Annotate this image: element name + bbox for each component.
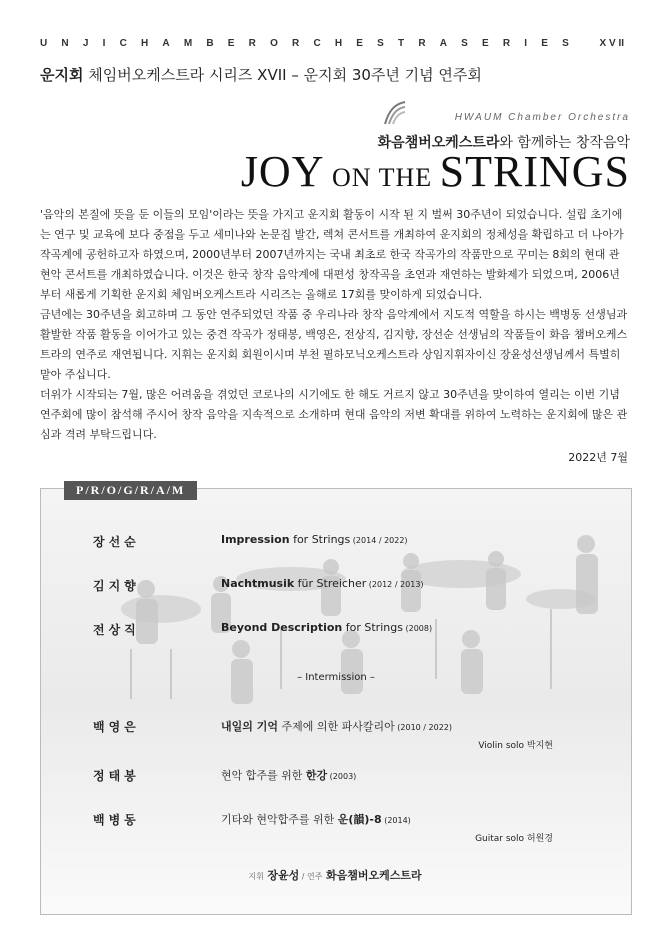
program-box	[40, 488, 632, 915]
paragraph: 더위가 시작되는 7월, 많은 어려움을 겪었던 코로나의 시기에도 한 해도 거르지 않고 30주년을 맞이하여 열리는 이번 기념 연주회에 많이 참석해 주시어 창작 음악을 지속적으로 소개하며 현대 음악의 저변 확대를 위하여 노력하는 운지회에 많은 관심과 격려 부탁드립니다.	[40, 388, 628, 441]
headline-text: 체임버오케스트라 시리즈 XVII – 운지회 30주년 기념 연주회	[83, 66, 482, 84]
series-letter: H	[140, 38, 150, 49]
composer-name: 백병동	[93, 813, 140, 827]
headline	[40, 64, 482, 85]
work-title	[221, 718, 452, 734]
series-letter: E	[482, 38, 490, 49]
work-title-main: Nachtmusik	[221, 577, 295, 590]
conductor-label: 지휘	[248, 872, 264, 881]
work-title	[221, 577, 424, 590]
work-title-prefix: 현악 합주를 위한	[221, 769, 306, 782]
series-letter: R	[292, 38, 301, 49]
composer-name: 장선순	[93, 535, 140, 549]
series-letter: E	[541, 38, 549, 49]
work-title	[221, 621, 432, 634]
work-title-main: 한강	[305, 769, 328, 782]
work-title-main: 내일의 기억	[221, 720, 278, 733]
headline-org: 운지회	[40, 66, 84, 84]
work-title-main: Beyond Description	[221, 621, 343, 634]
series-letter: B	[206, 38, 215, 49]
work-title-rest: für Streicher	[294, 577, 367, 590]
conductor-name: 장윤성	[267, 869, 300, 882]
subtitle-text: 와 함께하는 창작음악	[499, 135, 630, 151]
work-title-main: Impression	[221, 533, 290, 546]
work-title-prefix: 기타와 현악합주를 위한	[221, 813, 338, 826]
work-title-main: 운(韻)-8	[337, 813, 382, 826]
work-year: (2008)	[402, 624, 433, 633]
composer-name: 백영은	[93, 720, 140, 734]
orchestra-photo-background	[41, 489, 631, 914]
series-letter: R	[248, 38, 257, 49]
paragraph: '음악의 본질에 뜻을 둔 이들의 모임'이라는 뜻을 가지고 운지회 활동이 시작 된 지 벌써 30주년이 되었습니다. 설립 초기에는 연구 및 교육에 보다 중점을 두고 세미나와 논문집 발간, 렉쳐 콘서트를 개최하여 운지회의 정체성을 확립하고 더 나아가 작곡계에 공헌하고자 하였으며, 2000년부터 2007년까지는 국내 최초로 한국 작곡가의 작품만으로 꾸미는 8회의 현대 관현악 콘서트를 개최하였습니다. 이것은 한국 창작 음악계에 대편성 창작곡을 초연과 재연하는 발화제가 되었으며, 2006년부터 새롭게 기획한 운지회 체임버오케스트라 시리즈는 올해로 17회를 맞이하게 되었습니다.	[40, 208, 624, 301]
series-letter: A	[162, 38, 171, 49]
work-title	[221, 767, 356, 783]
series-letter: I	[102, 38, 107, 49]
performer-name: 화음챔버오케스트라	[325, 869, 422, 882]
series-letter: R	[502, 38, 512, 49]
introduction	[40, 205, 630, 445]
title-strings: STRINGS	[439, 147, 630, 196]
series-letter: M	[183, 38, 194, 49]
performance-credit	[0, 867, 670, 883]
series-letter: E	[356, 38, 364, 49]
series-heading	[40, 38, 570, 49]
work-title-rest: for Strings	[289, 533, 351, 546]
series-letter: S	[562, 38, 570, 49]
performer-label: 연주	[307, 872, 323, 881]
paragraph: 금년에는 30주년을 회고하며 그 동안 연주되었던 작품 중 우리나라 창작 음악계에서 지도적 역할을 하시는 백병동 선생님과 활발한 작품 활동을 이어가고 있는 중견 작곡가 정태봉, 백영은, 전상직, 김지향, 장선순 선생님의 작품들이 화음 챔버오케스트라의 연주로 재연됩니다. 지휘는 운지회 회원이시며 부천 필하모닉오케스트라 상임지휘자이신 장윤성선생님께서 특별히 맡아 주십니다.	[40, 308, 628, 381]
series-letter: H	[334, 38, 344, 49]
work-title-rest: for Strings	[342, 621, 403, 634]
series-letter: C	[313, 38, 322, 49]
work-year: (2010 / 2022)	[394, 723, 453, 732]
intermission: – Intermission –	[297, 672, 375, 683]
composer-name: 정태봉	[93, 769, 140, 783]
series-letter: E	[227, 38, 236, 49]
work-title-rest: 주제에 의한 파사칼리아	[277, 720, 395, 733]
credit-separator: /	[299, 872, 308, 881]
date: 2022년 7월	[568, 451, 628, 464]
series-letter: N	[61, 38, 70, 49]
series-letter: I	[524, 38, 529, 49]
series-letter: T	[398, 38, 406, 49]
subtitle-ensemble: 화음챔버오케스트라	[377, 135, 500, 151]
series-letter: S	[377, 38, 385, 49]
series-letter: J	[82, 38, 90, 49]
series-letter: O	[270, 38, 279, 49]
work-year: (2012 / 2013)	[366, 580, 424, 589]
work-title	[221, 811, 411, 827]
wave-logo-icon	[383, 100, 407, 126]
title-on-the: ON THE	[324, 163, 440, 192]
title-joy: JOY	[240, 147, 325, 196]
composer-name: 전상직	[93, 623, 140, 637]
ensemble-latin-name: HWAUM Chamber Orchestra	[454, 112, 630, 123]
series-letter: R	[418, 38, 427, 49]
soloist: Violin solo 박지현	[478, 741, 553, 751]
program-tag: P/R/O/G/R/A/M	[64, 481, 197, 500]
soloist: Guitar solo 허원경	[475, 834, 553, 844]
concert-title	[240, 147, 630, 196]
series-letter: S	[461, 38, 469, 49]
work-title	[221, 533, 408, 546]
work-year: (2014)	[381, 816, 411, 825]
work-year: (2014 / 2022)	[350, 536, 408, 545]
series-letter: A	[439, 38, 448, 49]
series-letter: U	[40, 38, 49, 49]
work-year: (2003)	[327, 772, 357, 781]
series-number: X V II	[599, 38, 624, 49]
series-letter: C	[119, 38, 128, 49]
composer-name: 김지향	[93, 579, 140, 593]
